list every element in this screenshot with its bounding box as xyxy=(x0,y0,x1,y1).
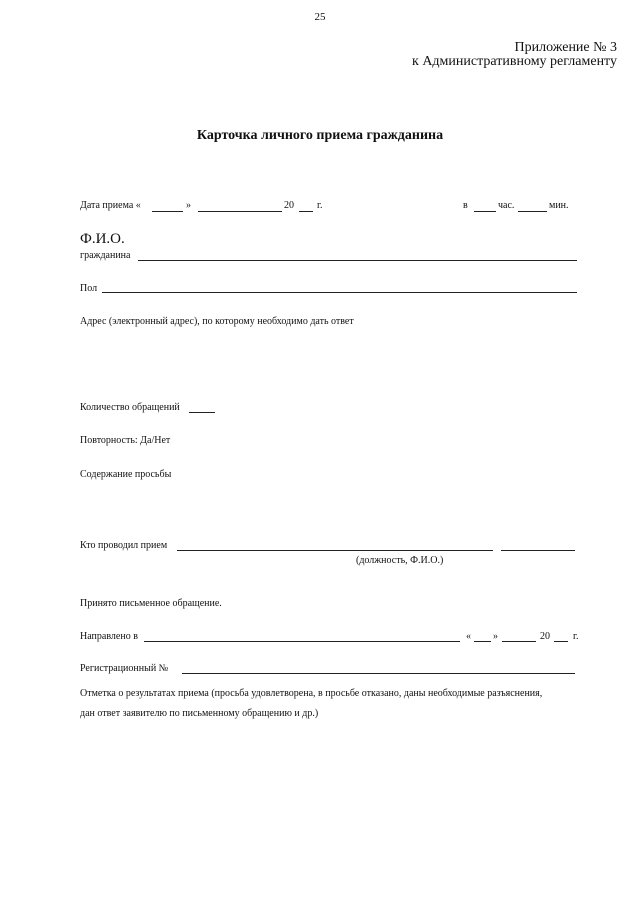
minutes-field[interactable] xyxy=(518,211,547,212)
written-appeal-label: Принято письменное обращение. xyxy=(80,598,222,609)
gender-field[interactable] xyxy=(102,292,577,293)
form-title: Карточка личного приема гражданина xyxy=(196,128,444,143)
address-label: Адрес (электронный адрес), по которому необходимо дать ответ xyxy=(80,316,354,327)
month-field[interactable] xyxy=(198,211,282,212)
page-number: 25 xyxy=(314,11,326,23)
year-field[interactable] xyxy=(299,211,313,212)
registration-field[interactable] xyxy=(182,673,575,674)
fio-sub-label: гражданина xyxy=(80,250,131,261)
year-prefix: 20 xyxy=(284,200,294,211)
minutes-label: мин. xyxy=(549,200,569,211)
date-close-quote: » xyxy=(186,200,191,211)
sent-to-day-field[interactable] xyxy=(474,641,491,642)
sent-to-year-prefix: 20 xyxy=(540,631,550,642)
result-note-line-1: Отметка о результатах приема (просьба удовлетворена, в просьбе отказано, даны необходимые разъяснения, xyxy=(80,688,543,699)
registration-label: Регистрационный № xyxy=(80,663,169,674)
hours-field[interactable] xyxy=(474,211,496,212)
sent-to-year-suffix: г. xyxy=(573,631,579,642)
appendix-line-1: Приложение № 3 xyxy=(514,40,617,55)
result-note-line-2: дан ответ заявителю по письменному обращению и др.) xyxy=(80,708,319,719)
sent-to-label: Направлено в xyxy=(80,631,138,642)
receiver-field[interactable] xyxy=(177,550,493,551)
sent-to-field[interactable] xyxy=(144,641,460,642)
sent-to-open-quote: « xyxy=(466,631,471,642)
fio-label: Ф.И.О. xyxy=(80,231,125,247)
sent-to-close-quote: » xyxy=(493,631,498,642)
repeat-label: Повторность: Да/Нет xyxy=(80,435,171,446)
request-content-label: Содержание просьбы xyxy=(80,469,172,480)
appendix-line-2: к Административному регламенту xyxy=(412,54,617,69)
receiver-caption: (должность, Ф.И.О.) xyxy=(356,555,444,566)
receiver-signature-field[interactable] xyxy=(501,550,575,551)
sent-to-year-field[interactable] xyxy=(554,641,568,642)
year-suffix: г. xyxy=(317,200,323,211)
fio-field[interactable] xyxy=(138,260,577,261)
appendix-header xyxy=(412,41,617,69)
gender-label: Пол xyxy=(80,283,98,294)
day-field[interactable] xyxy=(152,211,183,212)
date-label: Дата приема « xyxy=(80,200,141,211)
sent-to-month-field[interactable] xyxy=(502,641,536,642)
time-at-label: в xyxy=(463,200,468,211)
hours-label: час. xyxy=(498,200,515,211)
appeals-count-field[interactable] xyxy=(189,412,215,413)
appeals-count-label: Количество обращений xyxy=(80,402,180,413)
receiver-label: Кто проводил прием xyxy=(80,540,168,551)
